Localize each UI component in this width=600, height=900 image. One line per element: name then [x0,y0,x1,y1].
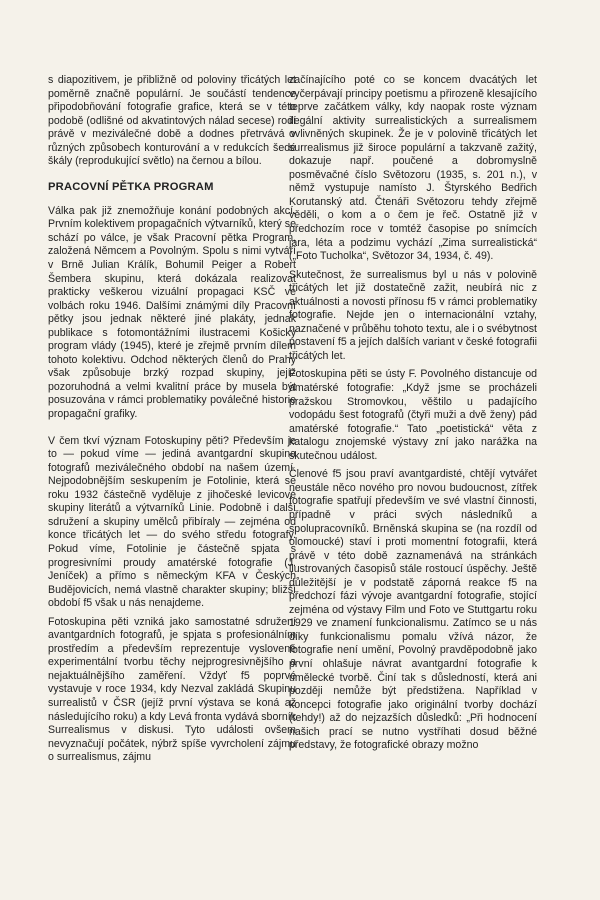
paragraph: Členové f5 jsou praví avantgardisté, chtějí vytvářet neustále něco nového pro novou budoucnost, zítřek fotografie spatřují především ve své vlastní činnosti, případně v práci svých následníků a spolupracovníků. Brněnská skupina se (na rozdíl od olomoucké) staví i proti momentní fotografii, která právě v této době zaznamenává na stránkách ilustrovaných časopisů stále rostoucí úspěchy. Ještě důležitější je v podstatě záporná reakce f5 na předchozí fázi vývoje avantgardní fotografie, stojící zejména od výstavy Film und Foto ve Stuttgartu roku 1929 ve znamení funkcionalismu. Zatímco se u nás díky funkcionalismu pomalu vžívá názor, že fotografie není umění, Povolný pravděpodobně jako první ohlašuje návrat avantgardní fotografie k umělecké tvorbě. Činí tak s důsledností, která ani později nemůže být předstižena. Například v koncepci fotografie jako originální tvorby dochází (tehdy!) až do nejzazších důsledků: „Při hodnocení našich prací se nutno vystříhati dosud běžné představy, že fotografické obrazy možno [289,468,537,752]
paragraph: Válka pak již znemožňuje konání podobných akcí. Prvním kolektivem propagačních výtvarníků, který se schází po válce, je však Pracovní pětka Program, založená Němcem a Povolným. Spolu s nimi vytváří v Brně Julian Králík, Bohumil Peiger a Robert Šembera skupinu, která dokázala realizovat prakticky veškerou vizuální propagaci KSČ ve volbách roku 1946. Dalšími známými díly Pracovní pětky jsou jednak některé jiné plakáty, jednak publikace s fotomontážními ilustracemi Košický program vlády (1945), které je zřejmě prvním dílem tohoto kolektivu. Odchod některých členů do Prahy však způsobuje brzký rozpad skupiny, jejíž pozoruhodná a velmi kvalitní práce by musela být posuzována v rámci problematiky poválečné historie propagační grafiky. [48,204,296,421]
paragraph: V čem tkví význam Fotoskupiny pěti? Především je to — pokud víme — jediná avantgardní skupina fotografů meziválečného období na našem území. Nejpodobnějším seskupením je Fotolinie, která se roku 1932 částečně vyděluje z jihočeské levicové skupiny literátů a výtvarníků Linie. Podobně i další sdružení a skupiny umělců přibíraly — zejména od konce třicátých let — do svého středu fotografy. Pokud víme, Fotolinie je částečně spjata s progresivními proudy amatérské fotografie (J. Jeníček) a přímo s německým KFA v Českých Budějovicích, nemá vlastně charakter skupiny; bližší období f5 však u nás nenajdeme. [48,434,296,610]
paragraph: s diapozitivem, je přibližně od poloviny třicátých let poměrně značně populární. Je součástí tendence připodobňování fotografie grafice, která se v této podobě (odlišné od akvatintových nálad secese) rodí právě v meziválečné době a dodnes přetrvává v různých způsobech konturování a v redukcích šedé škály (reprodukující světlo) na černou a bílou. [48,74,296,168]
paragraph: Skutečnost, že surrealismus byl u nás v polovině třicátých let již dostatečně zažit, neubírá nic z aktuálnosti a novosti přínosu f5 v rámci problematiky fotografie. Nejde jen o internacionální vztahy, naznačené v průběhu tohoto textu, ale i o svébytnost postavení f5 a jejích dalších variant v české fotografii třicátých let. [289,268,537,362]
paragraph: začínajícího poté co se koncem dvacátých let vyčerpávají principy poetismu a přirozeně klesajícího teprve začátkem války, kdy naopak roste význam ilegální aktivity surrealistických a surrealismem ovlivněných skupinek. Že je v polovině třicátých let surrealismus již široce populární a takzvaně zažitý, dokazuje např. poučené a dobromyslně posměvačné číslo Světozoru (1935, s. 201 n.), v němž vystupuje namísto J. Štyrského Bedřich Korutanský atd. Čtenáři Světozoru tehdy zřejmě věděli, o kom a o čem je řeč. Ostatně již v předchozím roce v tomtéž časopise po snímcích jara, léta a podzimu vychází „Zima surrealistická“ („Foto Tucholka“, Světozor 34, 1934, č. 49). [289,74,537,263]
paragraph: Fotoskupina pěti vzniká jako samostatné sdružení avantgardních fotografů, je spjata s profesionálním prostředím a především reprezentuje vysloveně experimentální tvorbu těchy nejprogresivnějšího a nejaktuálnějšího zaměření. Vždyť f5 poprvé vystavuje v roce 1934, kdy Nezval zakládá Skupinu surrealistů v ČSR (jejíž první výstava se koná až následujícího roku) a kdy Levá fronta vydává sborník Surrealismus v diskusi. Tyto události ovšem nevyznačují počátek, nýbrž spíše vyvrcholení zájmu o surrealismus, zájmu [48,615,296,764]
right-column [289,74,537,753]
paragraph: Fotoskupina pěti se ústy F. Povolného distancuje od amatérské fotografie: „Když jsme se procházeli pražskou Stromovkou, věštilo u padajícího vodopádu šest fotografů (čtyři muži a dvě ženy) pád amatérské fotografie.“ Tato „poetistická“ věta z katalogu znojemské výstavy zní jako narážka na skutečnou událost. [289,368,537,462]
left-column [48,74,296,765]
section-heading: PRACOVNÍ PĚTKA PROGRAM [48,180,214,193]
